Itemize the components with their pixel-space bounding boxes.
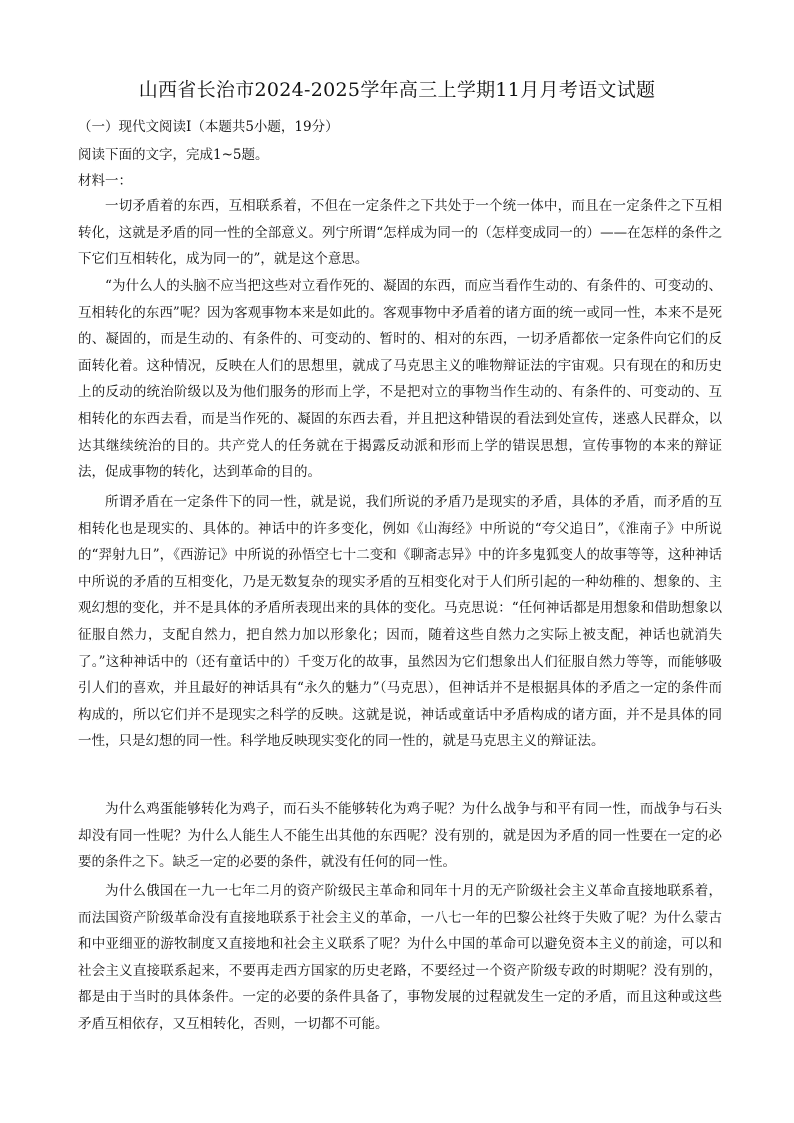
section-heading: （一）现代文阅读Ⅰ（本题共5小题，19分）	[78, 119, 339, 135]
material-label: 材料一：	[78, 173, 132, 189]
exam-title: 山西省长治市2024-2025学年高三上学期11月月考语文试题	[138, 79, 656, 101]
instruction-text: 阅读下面的文字，完成1~5题。	[78, 147, 269, 163]
paragraph-5: 为什么俄国在一九一七年二月的资产阶级民主革命和同年十月的无产阶级社会主义革命直接地联系着，而法国资产阶级革命没有直接地联系于社会主义的革命，一八七一年的巴黎公社终于失败了呢？为什么蒙古和中亚细亚的游牧制度又直接地和社会主义联系了呢？为什么中国的革命可以避免资本主义的前途，可以和社会主义直接联系起来，不要再走西方国家的历史老路，不要经过一个资产阶级专政的时期呢？没有别的，都是由于当时的具体条件。一定的必要的条件具备了，事物发展的过程就发生一定的矛盾，而且这种或这些矛盾互相依存，又互相转化，否则，一切都不可能。	[78, 883, 722, 1032]
paragraph-4: 为什么鸡蛋能够转化为鸡子，而石头不能够转化为鸡子呢？为什么战争与和平有同一性，而战争与石头却没有同一性呢？为什么人能生人不能生出其他的东西呢？没有别的，就是因为矛盾的同一性要在一定的必要的条件之下。缺乏一定的必要的条件，就没有任何的同一性。	[78, 801, 722, 871]
paragraph-2: “为什么人的头脑不应当把这些对立看作死的、凝固的东西，而应当看作生动的、有条件的、可变动的、互相转化的东西”呢？因为客观事物本来是如此的。客观事物中矛盾着的诸方面的统一或同一性，本来不是死的、凝固的，而是生动的、有条件的、可变动的、暂时的、相对的东西，一切矛盾都依一定条件向它们的反面转化着。这种情况，反映在人们的思想里，就成了马克思主义的唯物辩证法的宇宙观。只有现在的和历史上的反动的统治阶级以及为他们服务的形而上学，不是把对立的事物当作生动的、有条件的、可变动的、互相转化的东西去看，而是当作死的、凝固的东西去看，并且把这种错误的看法到处宣传，迷惑人民群众，以达其继续统治的目的。共产党人的任务就在于揭露反动派和形而上学的错误思想，宣传事物的本来的辩证法，促成事物的转化，达到革命的目的。	[78, 278, 722, 481]
paragraph-1: 一切矛盾着的东西，互相联系着，不但在一定条件之下共处于一个统一体中，而且在一定条件之下互相转化，这就是矛盾的同一性的全部意义。列宁所谓“怎样成为同一的（怎样变成同一的）——在怎样的条件之下它们互相转化，成为同一的”，就是这个意思。	[78, 198, 722, 268]
paragraph-3: 所谓矛盾在一定条件下的同一性，就是说，我们所说的矛盾乃是现实的矛盾，具体的矛盾，而矛盾的互相转化也是现实的、具体的。神话中的许多变化，例如《山海经》中所说的“夸父追日”，《淮南子》中所说的“羿射九日”，《西游记》中所说的孙悟空七十二变和《聊斋志异》中的许多鬼狐变人的故事等等，这种神话中所说的矛盾的互相变化，乃是无数复杂的现实矛盾的互相变化对于人们所引起的一种幼稚的、想象的、主观幻想的变化，并不是具体的矛盾所表现出来的具体的变化。马克思说：“任何神话都是用想象和借助想象以征服自然力，支配自然力，把自然力加以形象化；因而，随着这些自然力之实际上被支配，神话也就消失了。”这种神话中的（还有童话中的）千变万化的故事，虽然因为它们想象出人们征服自然力等等，而能够吸引人们的喜欢，并且最好的神话具有“永久的魅力”（马克思），但神话并不是根据具体的矛盾之一定的条件而构成的，所以它们并不是现实之科学的反映。这就是说，神话或童话中矛盾构成的诸方面，并不是具体的同一性，只是幻想的同一性。科学地反映现实变化的同一性的，就是马克思主义的辩证法。	[78, 494, 722, 750]
